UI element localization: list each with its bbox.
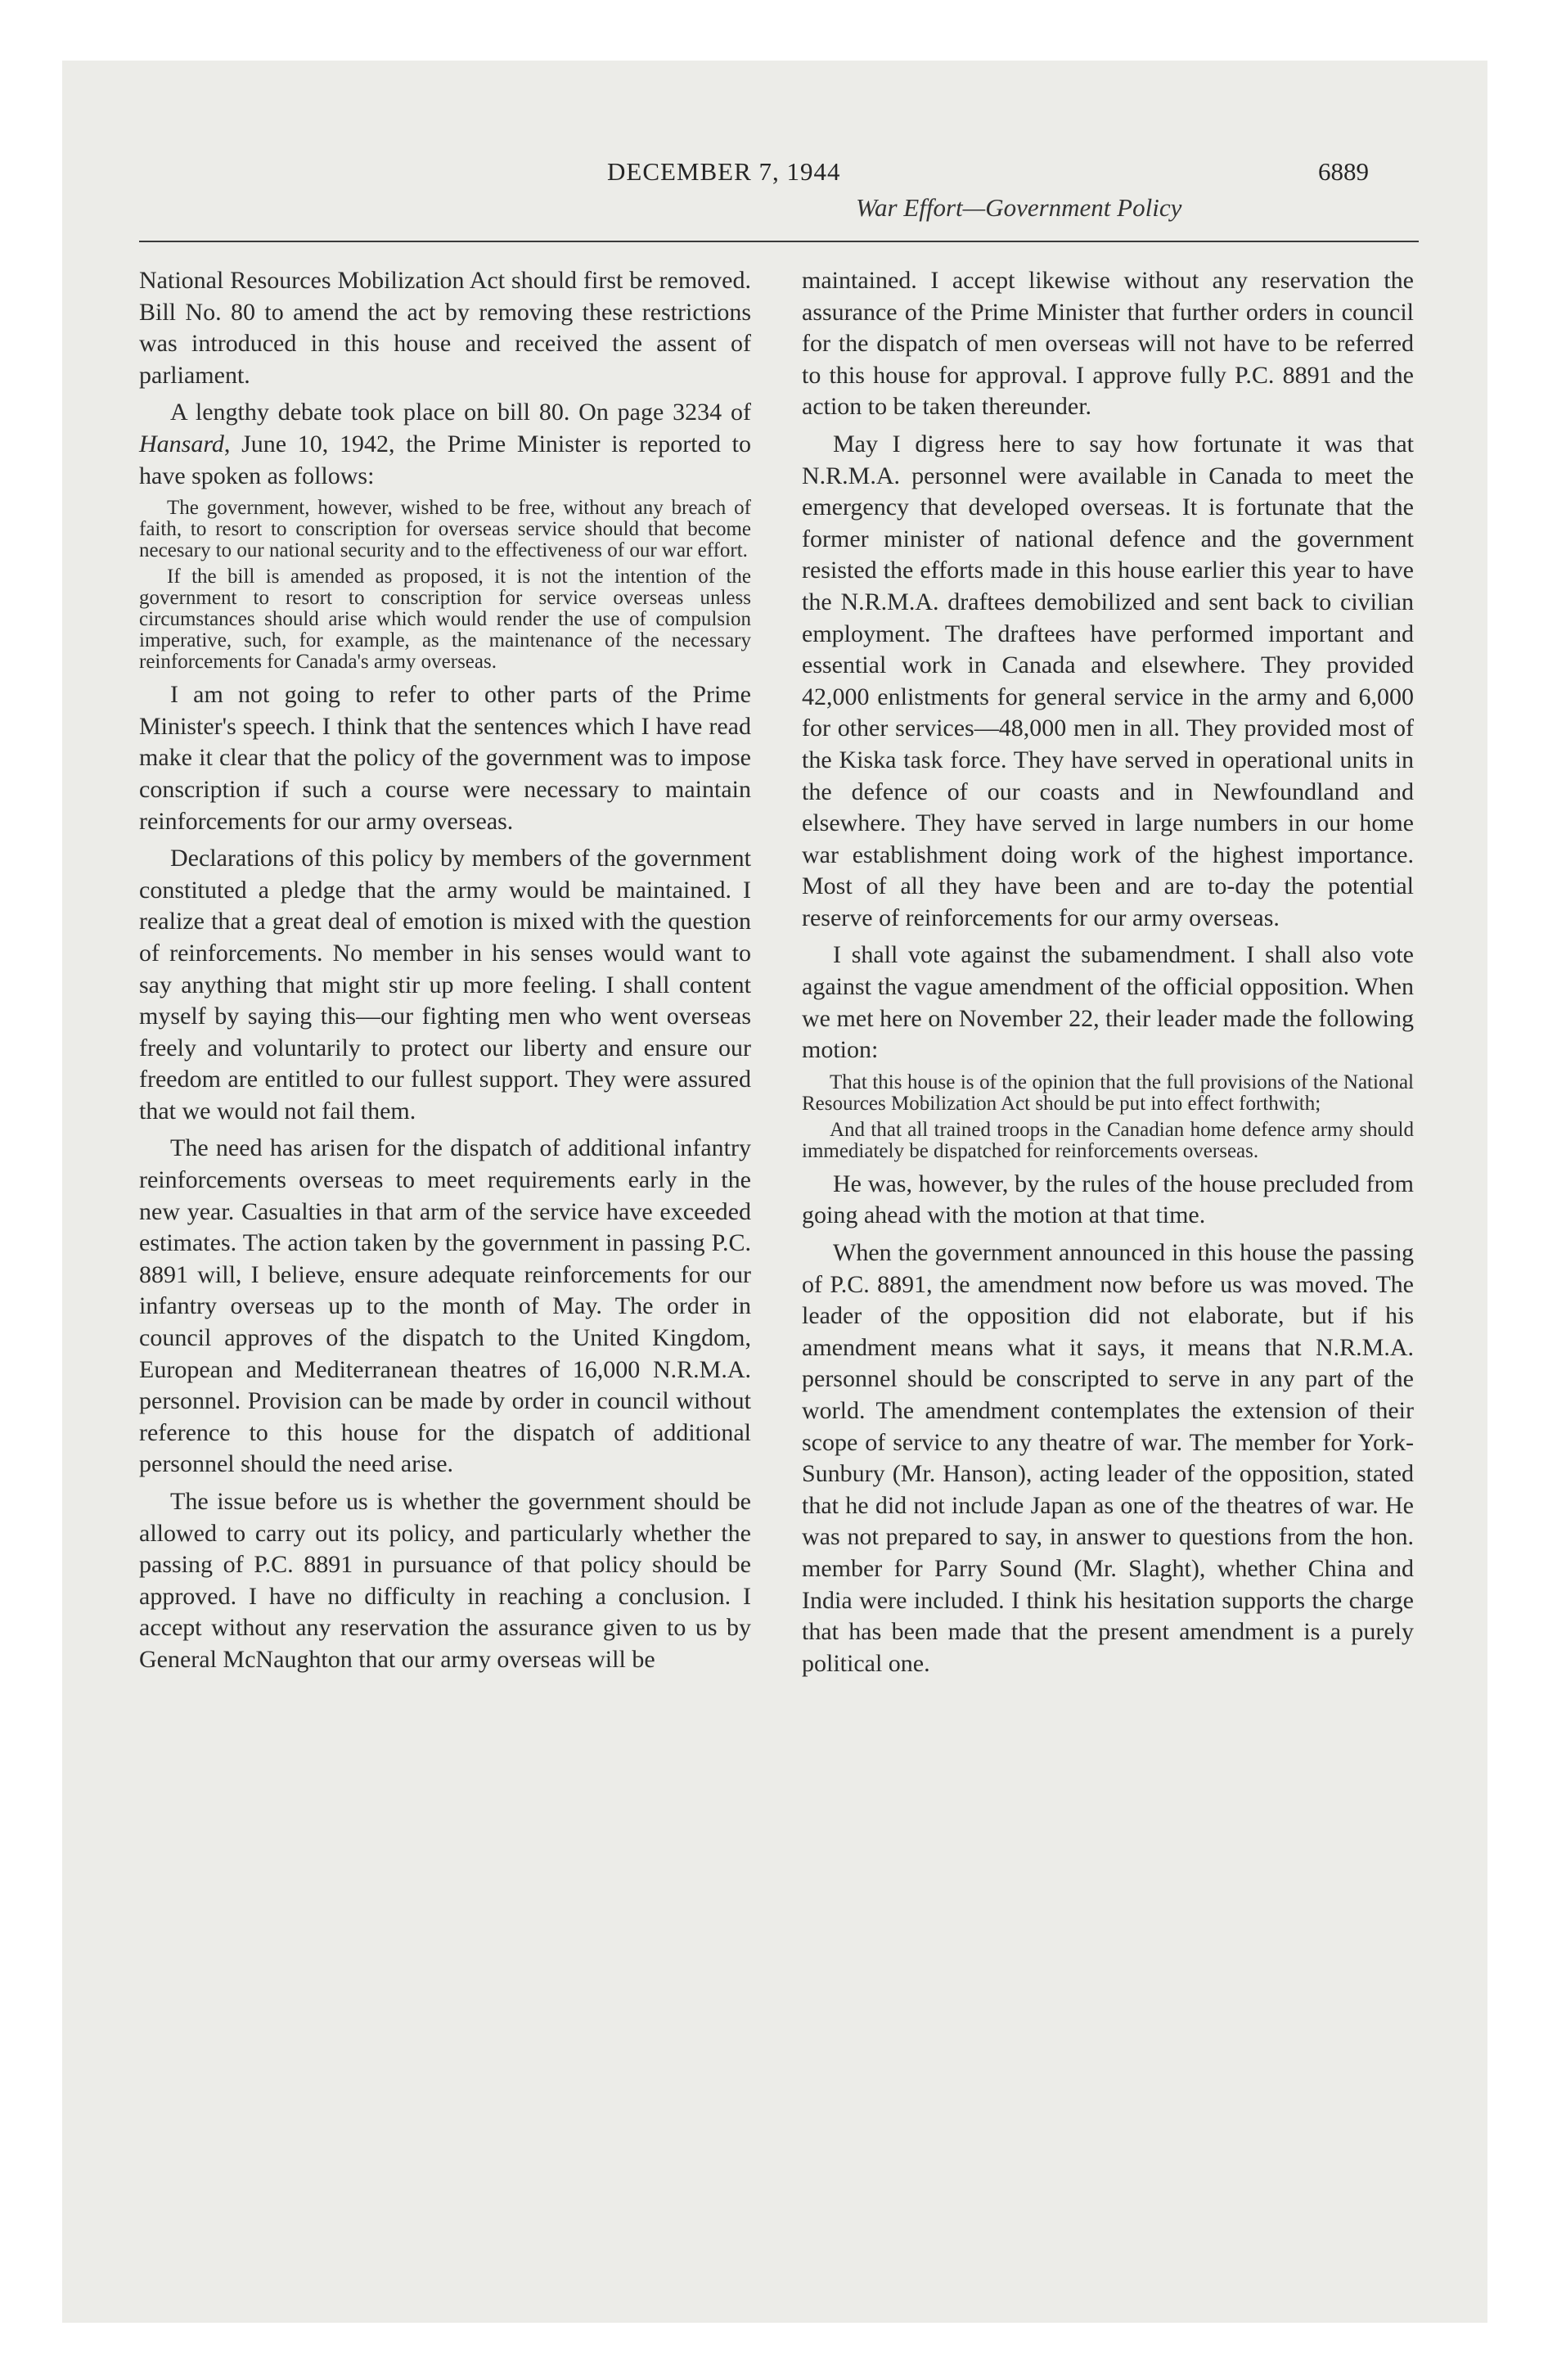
section-title: War Effort—Government Policy bbox=[856, 193, 1182, 222]
left-paragraph-2: A lengthy debate took place on bill 80. On page 3234 of Hansard, June 10, 1942, the Prime Minister is reported to have spoken as follows: bbox=[139, 399, 751, 489]
left-paragraph-6: The issue before us is whether the government should be allowed to carry out its policy, and particularly whether the passing of P.C. 8891 in pursuance of that policy should be approved. I have no difficulty in reaching a conclusion. I accept without any reservation the assurance given to us by General McNaughton that our army overseas will be bbox=[139, 1488, 751, 1673]
right-quote-2: And that all trained troops in the Canadian home defence army should immediately be dispatched for reinforcements overseas. bbox=[802, 1118, 1414, 1162]
page-number: 6889 bbox=[1318, 157, 1369, 186]
right-paragraph-2: May I digress here to say how fortunate it was that N.R.M.A. personnel were available in Canada to meet the emergency that developed overseas. It is fortunate that the former minister of national defence and the government resisted the efforts made in this house earlier this year to have the N.R.M.A. draftees demobilized and sent back to civilian employment. The draftees have performed important and essential work in Canada and elsewhere. They provided 42,000 enlistments for general service in the army and 6,000 for other services—48,000 men in all. They provided most of the Kiska task force. They have served in operational units in the defence of our coasts and in Newfoundland and elsewhere. They have served in large numbers in our home war establishment doing work of the highest importance. Most of all they have been and are to-day the potential reserve of reinforcements for our army overseas. bbox=[802, 430, 1414, 931]
left-paragraph-4: Declarations of this policy by members of the government constituted a pledge that the army would be maintained. I realize that a great deal of emotion is mixed with the question of reinforcements. No member in his senses would want to say anything that might stir up more feeling. I shall content myself by saying this—our fighting men who went overseas freely and voluntarily to protect our liberty and ensure our freedom are entitled to our fullest support. They were assured that we would not fail them. bbox=[139, 845, 751, 1125]
right-paragraph-4: He was, however, by the rules of the house precluded from going ahead with the motion at that time. bbox=[802, 1170, 1414, 1229]
right-quote-1: That this house is of the opinion that the full provisions of the National Resources Mobilization Act should be put into effect forthwith; bbox=[802, 1071, 1414, 1115]
right-column bbox=[802, 265, 1414, 1685]
left-paragraph-3: I am not going to refer to other parts of the Prime Minister's speech. I think that the sentences which I have read make it clear that the policy of the government was to impose conscription if such a course were necessary to maintain reinforcements for our army overseas. bbox=[139, 681, 751, 835]
left-paragraph-1: National Resources Mobilization Act should first be removed. Bill No. 80 to amend the act by removing these restrictions was introduced in this house and received the assent of parliament. bbox=[139, 267, 751, 389]
right-paragraph-3: I shall vote against the subamendment. I shall also vote against the vague amendment of the official opposition. When we met here on November 22, their leader made the following motion: bbox=[802, 941, 1414, 1064]
page bbox=[62, 61, 1487, 2323]
header-date: DECEMBER 7, 1944 bbox=[607, 157, 841, 186]
left-column bbox=[139, 265, 751, 1682]
left-quote-2: If the bill is amended as proposed, it is not the intention of the government to resort to conscription for service overseas unless circumstances should arise which would render the use of compulsion imperative, such, for example, as the maintenance of the necessary reinforcements for Canada's army overseas. bbox=[139, 566, 751, 674]
left-paragraph-5: The need has arisen for the dispatch of additional infantry reinforcements overseas to meet requirements early in the new year. Casualties in that arm of the service have exceeded estimates. The action taken by the government in passing P.C. 8891 will, I believe, ensure adequate reinforcements for our infantry overseas up to the month of May. The order in council approves of the dispatch to the United Kingdom, European and Mediterranean theatres of 16,000 N.R.M.A. personnel. Provision can be made by order in council without reference to this house for the dispatch of additional personnel should the need arise. bbox=[139, 1134, 751, 1478]
right-paragraph-5: When the government announced in this house the passing of P.C. 8891, the amendment now before us was moved. The leader of the opposition did not elaborate, but if his amendment means what it says, it means that N.R.M.A. personnel should be conscripted to serve in any part of the world. The amendment contemplates the extension of their scope of service to any theatre of war. The member for York-Sunbury (Mr. Hanson), acting leader of the opposition, stated that he did not include Japan as one of the theatres of war. He was not prepared to say, in answer to questions from the hon. member for Parry Sound (Mr. Slaght), whether China and India were included. I think his hesitation supports the charge that has been made that the present amendment is a purely political one. bbox=[802, 1239, 1414, 1677]
right-paragraph-1: maintained. I accept likewise without any reservation the assurance of the Prime Minister that further orders in council for the dispatch of men overseas will not have to be referred to this house for approval. I approve fully P.C. 8891 and the action to be taken thereunder. bbox=[802, 267, 1414, 421]
header-rule bbox=[139, 241, 1419, 242]
left-quote-1: The government, however, wished to be free, without any breach of faith, to resort to conscription for overseas service should that become necesary to our national security and to the effectiveness of our war effort. bbox=[139, 497, 751, 562]
hansard-title: Hansard bbox=[139, 430, 224, 458]
page-header bbox=[62, 157, 1487, 239]
